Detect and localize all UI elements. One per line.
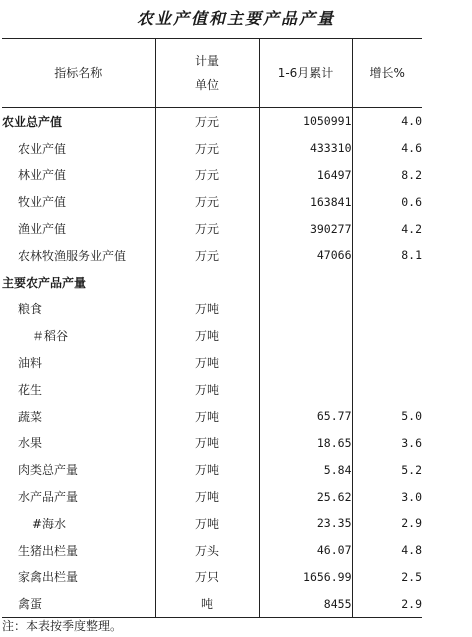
table-row <box>2 456 422 483</box>
row-name: 牧业产值 <box>18 195 67 210</box>
row-name: 水果 <box>18 436 43 451</box>
table-row <box>2 269 422 296</box>
row-name: ＃稻谷 <box>32 329 69 344</box>
row-name: 生猪出栏量 <box>18 543 79 558</box>
table-row <box>2 188 422 215</box>
row-name: 农林牧渔服务业产值 <box>18 248 127 263</box>
row-value: 18.65 <box>259 430 352 457</box>
row-growth: 0.6 <box>352 188 422 215</box>
row-value: 163841 <box>259 188 352 215</box>
row-value: 47066 <box>259 242 352 269</box>
header-indicator: 指标名称 <box>2 39 155 108</box>
table-row <box>2 242 422 269</box>
row-value: 23.35 <box>259 510 352 537</box>
row-name: 粮食 <box>18 302 43 317</box>
row-value: 5.84 <box>259 456 352 483</box>
table-title: 农业产值和主要产品产量 <box>136 9 335 28</box>
row-growth: 5.0 <box>352 403 422 430</box>
row-name: #海水 <box>32 516 67 531</box>
row-unit: 万吨 <box>155 349 259 376</box>
row-name: 渔业产值 <box>18 222 67 237</box>
row-unit: 万元 <box>155 215 259 242</box>
row-growth: 3.6 <box>352 430 422 457</box>
row-growth: 4.0 <box>352 108 422 135</box>
row-growth <box>352 376 422 403</box>
row-value <box>259 376 352 403</box>
row-unit: 万元 <box>155 108 259 135</box>
row-unit: 万吨 <box>155 376 259 403</box>
footnote: 注：本表按季度整理。 <box>2 619 123 633</box>
table-row <box>2 510 422 537</box>
table-row <box>2 537 422 564</box>
row-unit: 万吨 <box>155 510 259 537</box>
row-value: 8455 <box>259 590 352 617</box>
row-growth: 2.5 <box>352 564 422 591</box>
table-row <box>2 564 422 591</box>
row-growth: 8.2 <box>352 162 422 189</box>
row-value: 390277 <box>259 215 352 242</box>
table-body <box>2 108 422 618</box>
row-name: 肉类总产量 <box>18 463 79 478</box>
table-row <box>2 349 422 376</box>
row-unit: 万吨 <box>155 456 259 483</box>
table-row <box>2 590 422 617</box>
row-name: 禽蛋 <box>2 590 155 617</box>
row-unit: 万吨 <box>155 430 259 457</box>
table-row <box>2 322 422 349</box>
row-growth: 4.2 <box>352 215 422 242</box>
row-name: 农业产值 <box>18 141 67 156</box>
row-value: 1050991 <box>259 108 352 135</box>
table-row <box>2 296 422 323</box>
table-row <box>2 483 422 510</box>
row-value: 433310 <box>259 135 352 162</box>
row-growth: 4.8 <box>352 537 422 564</box>
row-unit: 万吨 <box>155 296 259 323</box>
row-value: 16497 <box>259 162 352 189</box>
header-cumulative: 1-6月累计 <box>259 39 352 108</box>
row-name: 花生 <box>18 382 43 397</box>
row-growth <box>352 269 422 296</box>
row-name: 主要农产品产量 <box>2 275 87 290</box>
row-unit: 万吨 <box>155 403 259 430</box>
table-row <box>2 108 422 135</box>
row-growth: 2.9 <box>352 590 422 617</box>
row-unit: 万头 <box>155 537 259 564</box>
row-name: 油料 <box>18 356 43 371</box>
row-value <box>259 296 352 323</box>
table-row <box>2 215 422 242</box>
row-value: 65.77 <box>259 403 352 430</box>
row-unit: 万元 <box>155 188 259 215</box>
row-value: 1656.99 <box>259 564 352 591</box>
row-name: 林业产值 <box>18 168 67 183</box>
row-growth: 3.0 <box>352 483 422 510</box>
row-unit <box>155 269 259 296</box>
header-row <box>2 39 422 108</box>
header-unit-line2: 单位 <box>194 78 219 92</box>
row-value <box>259 349 352 376</box>
row-growth: 5.2 <box>352 456 422 483</box>
row-growth <box>352 322 422 349</box>
header-growth: 增长% <box>352 39 422 108</box>
row-name: 农业总产值 <box>2 114 63 129</box>
row-unit: 万元 <box>155 135 259 162</box>
row-unit: 万元 <box>155 162 259 189</box>
header-unit-line1: 计量 <box>194 54 219 68</box>
row-growth: 2.9 <box>352 510 422 537</box>
row-growth: 8.1 <box>352 242 422 269</box>
row-growth <box>352 349 422 376</box>
row-unit: 吨 <box>155 590 259 617</box>
row-value: 46.07 <box>259 537 352 564</box>
table-row <box>2 135 422 162</box>
row-unit: 万吨 <box>155 322 259 349</box>
table-row <box>2 430 422 457</box>
row-unit: 万吨 <box>155 483 259 510</box>
row-name: 水产品产量 <box>18 490 79 505</box>
row-unit: 万只 <box>155 564 259 591</box>
table-row <box>2 162 422 189</box>
row-growth: 4.6 <box>352 135 422 162</box>
table-row <box>2 403 422 430</box>
row-name: 家禽出栏量 <box>18 570 79 585</box>
table-row <box>2 376 422 403</box>
row-growth <box>352 296 422 323</box>
row-value <box>259 269 352 296</box>
header-unit <box>155 39 259 108</box>
row-value: 25.62 <box>259 483 352 510</box>
row-unit: 万元 <box>155 242 259 269</box>
row-name: 蔬菜 <box>18 409 43 424</box>
row-value <box>259 322 352 349</box>
statistics-table <box>2 38 422 618</box>
